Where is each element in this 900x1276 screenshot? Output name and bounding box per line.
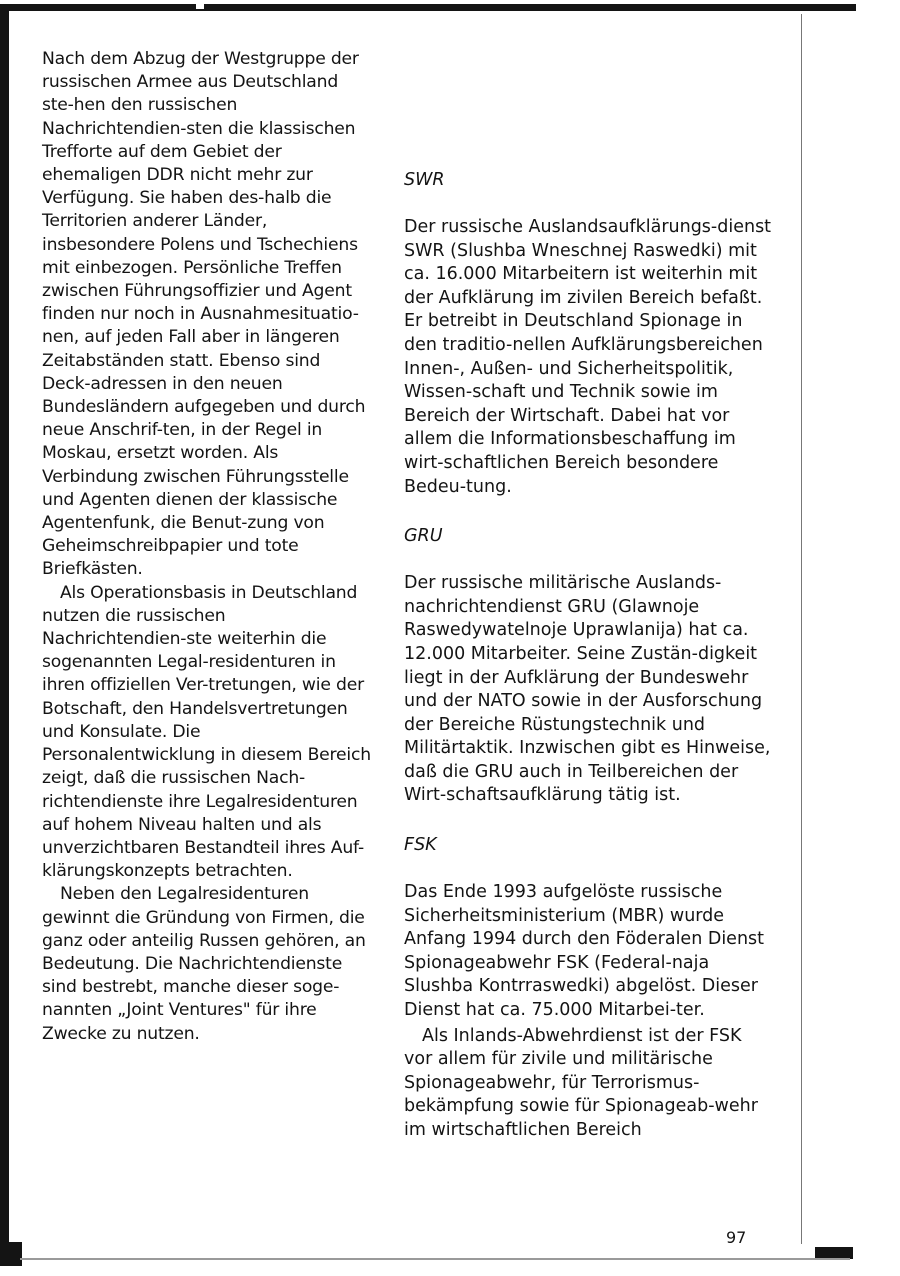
left-column <box>42 48 372 1046</box>
right-column <box>404 169 774 1145</box>
scan-border-gap <box>196 4 204 9</box>
fsk-paragraph-2: Als Inlands-Abwehrdienst ist der FSK vor allem für zivile und militärische Spionageabwehr, für Terrorismus-bekämpfung sowie für Spionageab-wehr im wirtschaftlichen Bereich <box>404 1025 758 1140</box>
swr-paragraph: Der russische Auslandsaufklärungs-dienst SWR (Slushba Wneschnej Raswedki) mit ca. 16.000 Mitarbeitern ist weiterhin mit der Aufklärung im zivilen Bereich befaßt. Er betreibt in Deutschland Spionage in den traditio-nellen Aufklärungsbereichen Innen-, Außen- und Sicherheitspolitik, Wissen-schaft und Technik sowie im Bereich der Wirtschaft. Dabei hat vor allem die Informationsbeschaffung im wirt-schaftlichen Bereich besondere Bedeu-tung. <box>404 217 772 497</box>
section-heading-fsk: FSK <box>404 835 437 856</box>
scan-border-corner <box>0 1242 22 1266</box>
scan-border-bottom <box>20 1258 850 1260</box>
section-heading-gru: GRU <box>404 526 443 547</box>
scan-border-left <box>0 4 9 1266</box>
gru-paragraph: Der russische militärische Auslands-nachrichtendienst GRU (Glawnoje Raswedywatelnoje Uprawlanija) hat ca. 12.000 Mitarbeiter. Seine Zustän-digkeit liegt in der Aufklärung der Bundeswehr und der NATO sowie in der Ausforschung der Bereiche Rüstungstechnik und Militärtaktik. Inzwischen gibt es Hinweise, daß die GRU auch in Teilbereichen der Wirt-schaftsaufklärung tätig ist. <box>404 573 771 806</box>
page-number: 97 <box>726 1228 747 1247</box>
scan-border-right <box>801 14 802 1244</box>
fsk-paragraph-1: Das Ende 1993 aufgelöste russische Sicherheitsministerium (MBR) wurde Anfang 1994 durch den Föderalen Dienst Spionageabwehr FSK (Federal-naja Slushba Kontrraswedki) abgelöst. Dieser Dienst hat ca. 75.000 Mitarbei-ter. <box>404 882 765 1021</box>
scan-border-top <box>0 4 856 11</box>
left-paragraph-2: Als Operationsbasis in Deutschland nutzen die russischen Nachrichtendien-ste weiterhin die sogenannten Legal-residenturen in ihren offiziellen Ver-tretungen, wie der Botschaft, den Handelsvertretungen und Konsulate. Die Personalentwicklung in diesem Bereich zeigt, daß die russischen Nach-richtendienste ihre Legalresidenturen auf hohem Niveau halten und als unverzichtbaren Bestandteil ihres Auf-klärungskonzepts betrachten. <box>42 582 371 882</box>
left-paragraph-3: Neben den Legalresidenturen gewinnt die Gründung von Firmen, die ganz oder anteilig Russen gehören, an Bedeutung. Die Nachrichtendienste sind bestrebt, manche dieser soge-nannten „Joint Ventures" für ihre Zwecke zu nutzen. <box>42 884 366 1044</box>
section-heading-swr: SWR <box>404 170 445 190</box>
left-paragraph-1: Nach dem Abzug der Westgruppe der russischen Armee aus Deutschland ste-hen den russischen Nachrichtendien-sten die klassischen Trefforte auf dem Gebiet der ehemaligen DDR nicht mehr zur Verfügung. Sie haben des-halb die Territorien anderer Länder, insbesondere Polens und Tschechiens mit einbezogen. Persönliche Treffen zwischen Führungsoffizier und Agent finden nur noch in Ausnahmesituatio-nen, auf jeden Fall aber in längeren Zeitabständen statt. Ebenso sind Deck-adressen in den neuen Bundesländern aufgegeben und durch neue Anschrif-ten, in der Regel in Moskau, ersetzt worden. Als Verbindung zwischen Führungsstelle und Agenten dienen der klassische Agentenfunk, die Benut-zung von Geheimschreibpapier und tote Briefkästen. <box>42 49 366 580</box>
